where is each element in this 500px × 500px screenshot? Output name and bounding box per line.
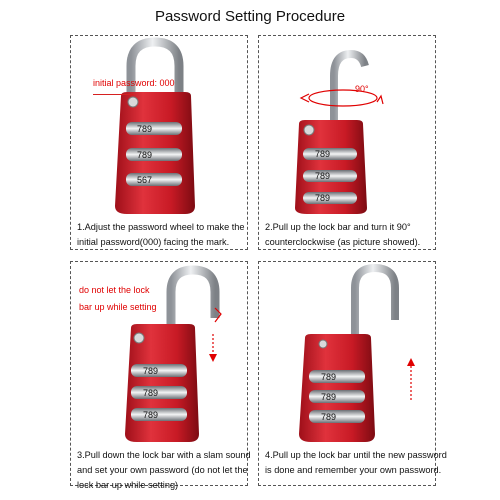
wheel-3-digits[interactable]: 789 bbox=[143, 410, 159, 420]
padlock-image bbox=[259, 262, 437, 446]
wheel-2-digits[interactable]: 789 bbox=[137, 150, 153, 160]
step-1-panel bbox=[70, 35, 248, 250]
rotation-angle-label: 90° bbox=[355, 84, 369, 94]
initial-password-note: initial password: 000 bbox=[93, 78, 175, 88]
annotation-line bbox=[93, 94, 133, 95]
wheel-1-digits[interactable]: 789 bbox=[137, 124, 153, 134]
wheel-3-digits[interactable]: 789 bbox=[321, 412, 337, 422]
wheel-1-digits[interactable]: 789 bbox=[143, 366, 159, 376]
wheel-3-digits[interactable]: 789 bbox=[315, 193, 331, 203]
step-2-panel bbox=[258, 35, 436, 250]
wheel-2-digits[interactable]: 789 bbox=[321, 392, 337, 402]
page-title: Password Setting Procedure bbox=[154, 8, 346, 25]
step-4-caption: 4.Pull up the lock bar until the new password is done and remember your own password. bbox=[265, 450, 447, 475]
padlock-image bbox=[259, 36, 437, 218]
step-1-caption: 1.Adjust the password wheel to make the initial password(000) facing the mark. bbox=[77, 222, 245, 247]
padlock-image bbox=[71, 36, 249, 218]
step-4-panel bbox=[258, 261, 447, 486]
warning-note: do not let the lock bar up while setting bbox=[79, 285, 157, 312]
wheel-1-digits[interactable]: 789 bbox=[315, 149, 331, 159]
wheel-2-digits[interactable]: 789 bbox=[143, 388, 159, 398]
wheel-2-digits[interactable]: 789 bbox=[315, 171, 331, 181]
wheel-3-digits[interactable]: 567 bbox=[137, 175, 153, 185]
wheel-1-digits[interactable]: 789 bbox=[321, 372, 337, 382]
step-2-caption: 2.Pull up the lock bar and turn it 90° counterclockwise (as picture showed). bbox=[265, 222, 421, 247]
step-3-caption: 3.Pull down the lock bar with a slam sound and set your own password (do not let the lock bar up while setting) bbox=[77, 450, 251, 490]
step-3-panel bbox=[70, 261, 251, 490]
